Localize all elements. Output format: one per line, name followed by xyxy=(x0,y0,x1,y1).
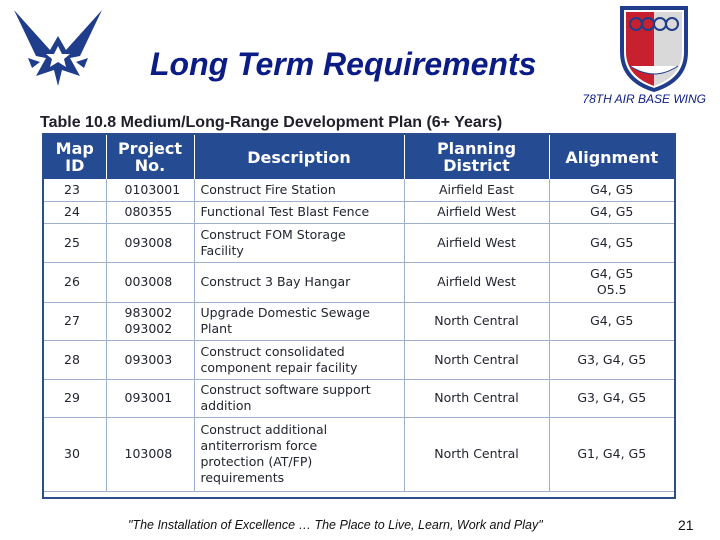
project-no-cell: 093001 xyxy=(106,379,194,417)
project-no-cell: 093003 xyxy=(106,340,194,379)
header-project-no-line2: No. xyxy=(134,156,166,175)
header-map-id-line1: Map xyxy=(55,139,94,158)
alignment-line: G4, G5 xyxy=(590,266,634,281)
organization-label: 78TH AIR BASE WING xyxy=(582,92,706,106)
alignment-cell: G4, G5 xyxy=(549,179,674,201)
project-no-cell: 0103001 xyxy=(106,179,194,201)
district-cell: North Central xyxy=(404,340,549,379)
alignment-cell: G3, G4, G5 xyxy=(549,340,674,379)
district-cell: Airfield West xyxy=(404,201,549,223)
alignment-cell: G1, G4, G5 xyxy=(549,417,674,491)
map-id-cell: 29 xyxy=(44,379,106,417)
district-cell: Airfield West xyxy=(404,223,549,262)
table-row xyxy=(44,179,674,201)
table-caption: Table 10.8 Medium/Long-Range Development Plan (6+ Years) xyxy=(40,114,503,131)
alignment-cell: G4, G5 xyxy=(549,201,674,223)
description-cell: Construct 3 Bay Hangar xyxy=(194,262,404,302)
table-row xyxy=(44,262,674,302)
map-id-cell: 27 xyxy=(44,302,106,340)
description-line: Upgrade Domestic Sewage xyxy=(200,305,370,320)
description-line: component repair facility xyxy=(200,359,358,375)
table-row xyxy=(44,340,674,379)
air-force-logo xyxy=(10,6,106,92)
project-no-line: 093002 xyxy=(124,321,173,336)
table-row xyxy=(44,223,674,262)
description-cell: Construct Fire Station xyxy=(194,179,404,201)
project-no-cell: 103008 xyxy=(106,417,194,491)
description-line: Plant xyxy=(200,321,232,336)
table-row xyxy=(44,201,674,223)
project-no-line: 983002 xyxy=(124,305,173,320)
map-id-cell: 28 xyxy=(44,340,106,379)
description-cell xyxy=(194,340,404,379)
description-line: protection (AT/FP) xyxy=(200,454,313,469)
project-no-cell: 003008 xyxy=(106,262,194,302)
district-cell: Airfield West xyxy=(404,262,549,302)
header-map-id xyxy=(44,135,106,179)
header-alignment: Alignment xyxy=(549,135,674,179)
district-cell: North Central xyxy=(404,379,549,417)
description-cell xyxy=(194,379,404,417)
alignment-cell: G4, G5 xyxy=(549,302,674,340)
description-line: requirements xyxy=(200,470,285,485)
alignment-line: O5.5 xyxy=(596,282,627,297)
map-id-cell: 24 xyxy=(44,201,106,223)
wing-emblem-icon xyxy=(614,2,694,94)
header-map-id-line2: ID xyxy=(65,156,85,175)
table-row xyxy=(44,417,674,491)
header-project-no xyxy=(106,135,194,179)
description-line: Construct consolidated xyxy=(200,343,345,359)
alignment-cell: G4, G5 xyxy=(549,223,674,262)
description-cell xyxy=(194,223,404,262)
footer-quote: "The Installation of Excellence … The Place to Live, Learn, Work and Play" xyxy=(128,518,543,532)
slide-title: Long Term Requirements xyxy=(150,46,537,82)
header-planning-district-line1: Planning xyxy=(436,139,517,158)
description-line: Construct FOM Storage xyxy=(200,226,346,242)
map-id-cell: 23 xyxy=(44,179,106,201)
header-planning-district xyxy=(404,135,549,179)
district-cell: North Central xyxy=(404,417,549,491)
description-line: addition xyxy=(200,398,252,413)
description-cell: Functional Test Blast Fence xyxy=(194,201,404,223)
map-id-cell: 26 xyxy=(44,262,106,302)
table-row xyxy=(44,379,674,417)
header-planning-district-line2: District xyxy=(443,156,510,175)
description-cell xyxy=(194,417,404,491)
page-number: 21 xyxy=(678,517,694,533)
description-cell xyxy=(194,302,404,340)
description-line: Facility xyxy=(200,242,244,258)
development-plan-table xyxy=(42,133,676,499)
alignment-cell: G3, G4, G5 xyxy=(549,379,674,417)
map-id-cell: 30 xyxy=(44,417,106,491)
wing-emblem-logo xyxy=(614,2,694,94)
district-cell: North Central xyxy=(404,302,549,340)
description-line: Construct additional xyxy=(200,422,328,437)
district-cell: Airfield East xyxy=(404,179,549,201)
map-id-cell: 25 xyxy=(44,223,106,262)
table-row xyxy=(44,302,674,340)
air-force-symbol-icon xyxy=(10,6,106,92)
table-header-row xyxy=(44,135,674,179)
alignment-cell xyxy=(549,262,674,302)
project-no-cell xyxy=(106,302,194,340)
description-line: Construct software support xyxy=(200,382,371,397)
description-line: antiterrorism force xyxy=(200,438,318,453)
header-project-no-line1: Project xyxy=(117,139,183,158)
header-description: Description xyxy=(194,135,404,179)
project-no-cell: 093008 xyxy=(106,223,194,262)
project-no-cell: 080355 xyxy=(106,201,194,223)
